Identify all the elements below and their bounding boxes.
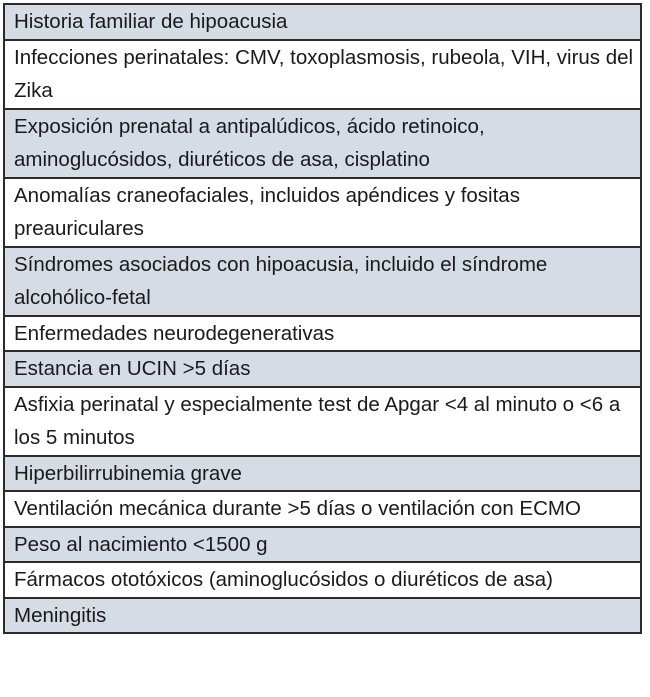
table-row	[4, 316, 641, 352]
table-cell: Exposición prenatal a antipalúdicos, ácido retinoico, aminoglucósidos, diuréticos de asa, cisplatino	[4, 109, 641, 178]
table-row	[4, 109, 641, 178]
table-cell: Ventilación mecánica durante >5 días o ventilación con ECMO	[4, 491, 641, 527]
table-row	[4, 598, 641, 634]
table-row	[4, 491, 641, 527]
table-row	[4, 527, 641, 563]
table-cell: Hiperbilirrubinemia grave	[4, 456, 641, 492]
table-row	[4, 4, 641, 40]
table-row	[4, 456, 641, 492]
table-cell: Estancia en UCIN >5 días	[4, 351, 641, 387]
table-cell: Historia familiar de hipoacusia	[4, 4, 641, 40]
table-cell: Meningitis	[4, 598, 641, 634]
table-row	[4, 387, 641, 456]
table-cell: Enfermedades neurodegenerativas	[4, 316, 641, 352]
table-cell: Infecciones perinatales: CMV, toxoplasmosis, rubeola, VIH, virus del Zika	[4, 40, 641, 109]
table-row	[4, 178, 641, 247]
table-row	[4, 40, 641, 109]
table-cell: Anomalías craneofaciales, incluidos apéndices y fositas preauriculares	[4, 178, 641, 247]
table-cell: Fármacos ototóxicos (aminoglucósidos o diuréticos de asa)	[4, 562, 641, 598]
table-cell: Peso al nacimiento <1500 g	[4, 527, 641, 563]
risk-factor-table	[3, 3, 642, 634]
table-row	[4, 247, 641, 316]
table-cell: Síndromes asociados con hipoacusia, incluido el síndrome alcohólico-fetal	[4, 247, 641, 316]
table-cell: Asfixia perinatal y especialmente test de Apgar <4 al minuto o <6 a los 5 minutos	[4, 387, 641, 456]
risk-factor-table-body	[4, 4, 641, 633]
table-row	[4, 562, 641, 598]
table-row	[4, 351, 641, 387]
